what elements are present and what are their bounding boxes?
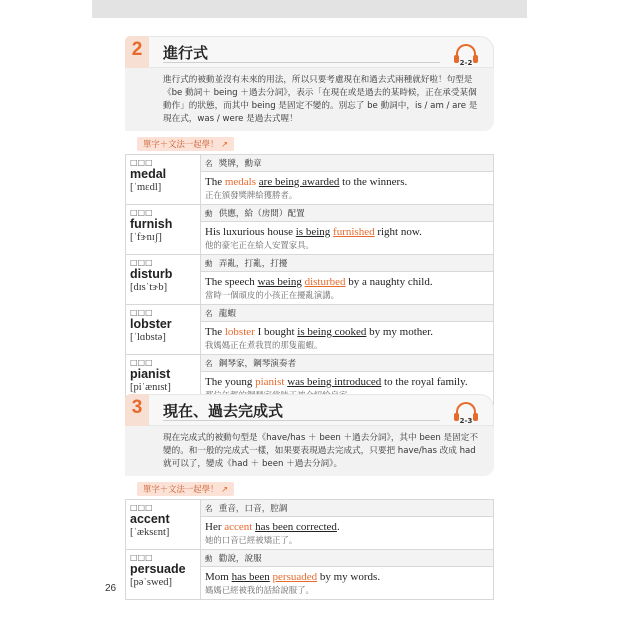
example-translation: 當時一個頑皮的小孩正在擾亂演講。 bbox=[205, 290, 339, 300]
section-title: 現在、過去完成式 bbox=[163, 402, 284, 420]
example-cell bbox=[201, 567, 494, 600]
vocab-row bbox=[126, 205, 494, 222]
example-translation: 正在頒發獎牌給獲勝者。 bbox=[205, 190, 298, 200]
meaning-text: 獎牌，勳章 bbox=[218, 159, 262, 169]
headphones-icon[interactable] bbox=[452, 44, 480, 66]
meaning-cell bbox=[201, 305, 494, 322]
section-number: 3 bbox=[131, 397, 143, 418]
example-sentence: The medals are being awarded to the winners. bbox=[205, 176, 408, 188]
vocab-row bbox=[126, 155, 494, 172]
arrow-icon: ↗ bbox=[218, 139, 229, 149]
example-cell bbox=[201, 272, 494, 305]
meaning-text: 弄亂，打亂，打擾 bbox=[218, 259, 288, 269]
part-of-speech: 名 bbox=[205, 504, 213, 513]
example-sentence: The speech was being disturbed by a naughty child. bbox=[205, 276, 433, 288]
phonetic: [pəˈswed] bbox=[130, 577, 172, 588]
phonetic: [ˈfɝnɪʃ] bbox=[130, 232, 162, 243]
example-sentence: The young pianist was being introduced to the royal family. bbox=[205, 376, 468, 388]
word-cell bbox=[126, 305, 201, 355]
example-cell bbox=[201, 222, 494, 255]
vocab-row bbox=[126, 255, 494, 272]
section-header bbox=[125, 394, 494, 426]
section-title: 進行式 bbox=[163, 44, 209, 62]
vocab-table bbox=[125, 154, 494, 405]
check-boxes[interactable]: □□□ bbox=[130, 158, 153, 167]
example-sentence: Mom has been persuaded by my words. bbox=[205, 571, 381, 583]
meaning-text: 重音，口音，腔調 bbox=[218, 504, 288, 514]
vocab-row bbox=[126, 355, 494, 372]
vocab-row bbox=[126, 500, 494, 517]
example-sentence: Her accent has been corrected. bbox=[205, 521, 340, 533]
audio-track-code: 2-3 bbox=[459, 417, 473, 425]
word-cell bbox=[126, 500, 201, 550]
top-bar bbox=[92, 0, 527, 18]
meaning-cell bbox=[201, 355, 494, 372]
grammar-section-2 bbox=[125, 36, 494, 405]
example-translation: 我媽媽正在煮我買的那隻龍蝦。 bbox=[205, 340, 323, 350]
phonetic: [piˈænɪst] bbox=[130, 382, 171, 393]
title-divider bbox=[163, 420, 440, 421]
title-divider bbox=[163, 62, 440, 63]
vocab-word: furnish bbox=[130, 217, 173, 231]
word-cell bbox=[126, 255, 201, 305]
grammar-section-3 bbox=[125, 394, 494, 600]
meaning-text: 鋼琴家，鋼琴演奏者 bbox=[218, 359, 297, 369]
audio-track-code: 2-2 bbox=[459, 59, 473, 67]
example-cell bbox=[201, 322, 494, 355]
check-boxes[interactable]: □□□ bbox=[130, 308, 153, 317]
section-explanation: 進行式的被動並沒有未來的用法，所以只要考慮現在和過去式兩種就好啦！句型是《be 動詞＋ being ＋過去分詞》，表示「在現在或是過去的某時候，正在承受某個動作」的狀態，而其中 being 是固定不變的。別忘了 be 動詞中，is / am / are 是現在式，was / were 是過去式喔！ bbox=[125, 68, 494, 131]
part-of-speech: 名 bbox=[205, 159, 213, 168]
meaning-cell bbox=[201, 550, 494, 567]
example-translation: 她的口音已經被矯正了。 bbox=[205, 535, 298, 545]
meaning-text: 供應，給（房間）配置 bbox=[218, 209, 305, 219]
meaning-cell bbox=[201, 155, 494, 172]
vocab-word: pianist bbox=[130, 367, 171, 381]
meaning-text: 龍蝦 bbox=[218, 309, 236, 319]
vocab-row bbox=[126, 550, 494, 567]
part-of-speech: 動 bbox=[205, 209, 213, 218]
learn-together-tag: 單字＋文法一起學！ ↗ bbox=[137, 482, 234, 496]
headphones-icon[interactable] bbox=[452, 402, 480, 424]
meaning-text: 勸說，說服 bbox=[218, 554, 262, 564]
check-boxes[interactable]: □□□ bbox=[130, 358, 153, 367]
vocab-word: disturb bbox=[130, 267, 173, 281]
part-of-speech: 動 bbox=[205, 554, 213, 563]
example-sentence: The lobster I bought is being cooked by my mother. bbox=[205, 326, 433, 338]
word-cell bbox=[126, 155, 201, 205]
section-number: 2 bbox=[131, 39, 143, 60]
word-cell bbox=[126, 205, 201, 255]
example-cell bbox=[201, 517, 494, 550]
check-boxes[interactable]: □□□ bbox=[130, 208, 153, 217]
vocab-row bbox=[126, 305, 494, 322]
meaning-cell bbox=[201, 255, 494, 272]
vocab-table bbox=[125, 499, 494, 600]
example-translation: 他的豪宅正在給人安置家具。 bbox=[205, 240, 314, 250]
check-boxes[interactable]: □□□ bbox=[130, 553, 153, 562]
page-number: 26 bbox=[105, 583, 117, 594]
section-header bbox=[125, 36, 494, 68]
arrow-icon: ↗ bbox=[218, 484, 229, 494]
example-cell bbox=[201, 172, 494, 205]
part-of-speech: 動 bbox=[205, 259, 213, 268]
phonetic: [ˈmɛdl] bbox=[130, 182, 162, 193]
check-boxes[interactable]: □□□ bbox=[130, 258, 153, 267]
phonetic: [ˈlɑbstə] bbox=[130, 332, 166, 343]
phonetic: [dɪsˈtɝb] bbox=[130, 282, 168, 293]
check-boxes[interactable]: □□□ bbox=[130, 503, 153, 512]
vocab-word: persuade bbox=[130, 562, 186, 576]
vocab-word: accent bbox=[130, 512, 170, 526]
meaning-cell bbox=[201, 500, 494, 517]
example-translation: 媽媽已經被我的話給說服了。 bbox=[205, 585, 314, 595]
example-sentence: His luxurious house is being furnished right now. bbox=[205, 226, 422, 238]
part-of-speech: 名 bbox=[205, 309, 213, 318]
phonetic: [ˈæksɛnt] bbox=[130, 527, 170, 538]
vocab-word: medal bbox=[130, 167, 167, 181]
word-cell bbox=[126, 550, 201, 600]
meaning-cell bbox=[201, 205, 494, 222]
vocab-word: lobster bbox=[130, 317, 172, 331]
learn-together-tag: 單字＋文法一起學！ ↗ bbox=[137, 137, 234, 151]
part-of-speech: 名 bbox=[205, 359, 213, 368]
section-explanation: 現在完成式的被動句型是《have/has ＋ been ＋過去分詞》，其中 been 是固定不變的。和一般的完成式一樣，如果要表現過去完成式，只要把 have/has 改成 had 就可以了，變成《had ＋ been ＋過去分詞》。 bbox=[125, 426, 494, 476]
